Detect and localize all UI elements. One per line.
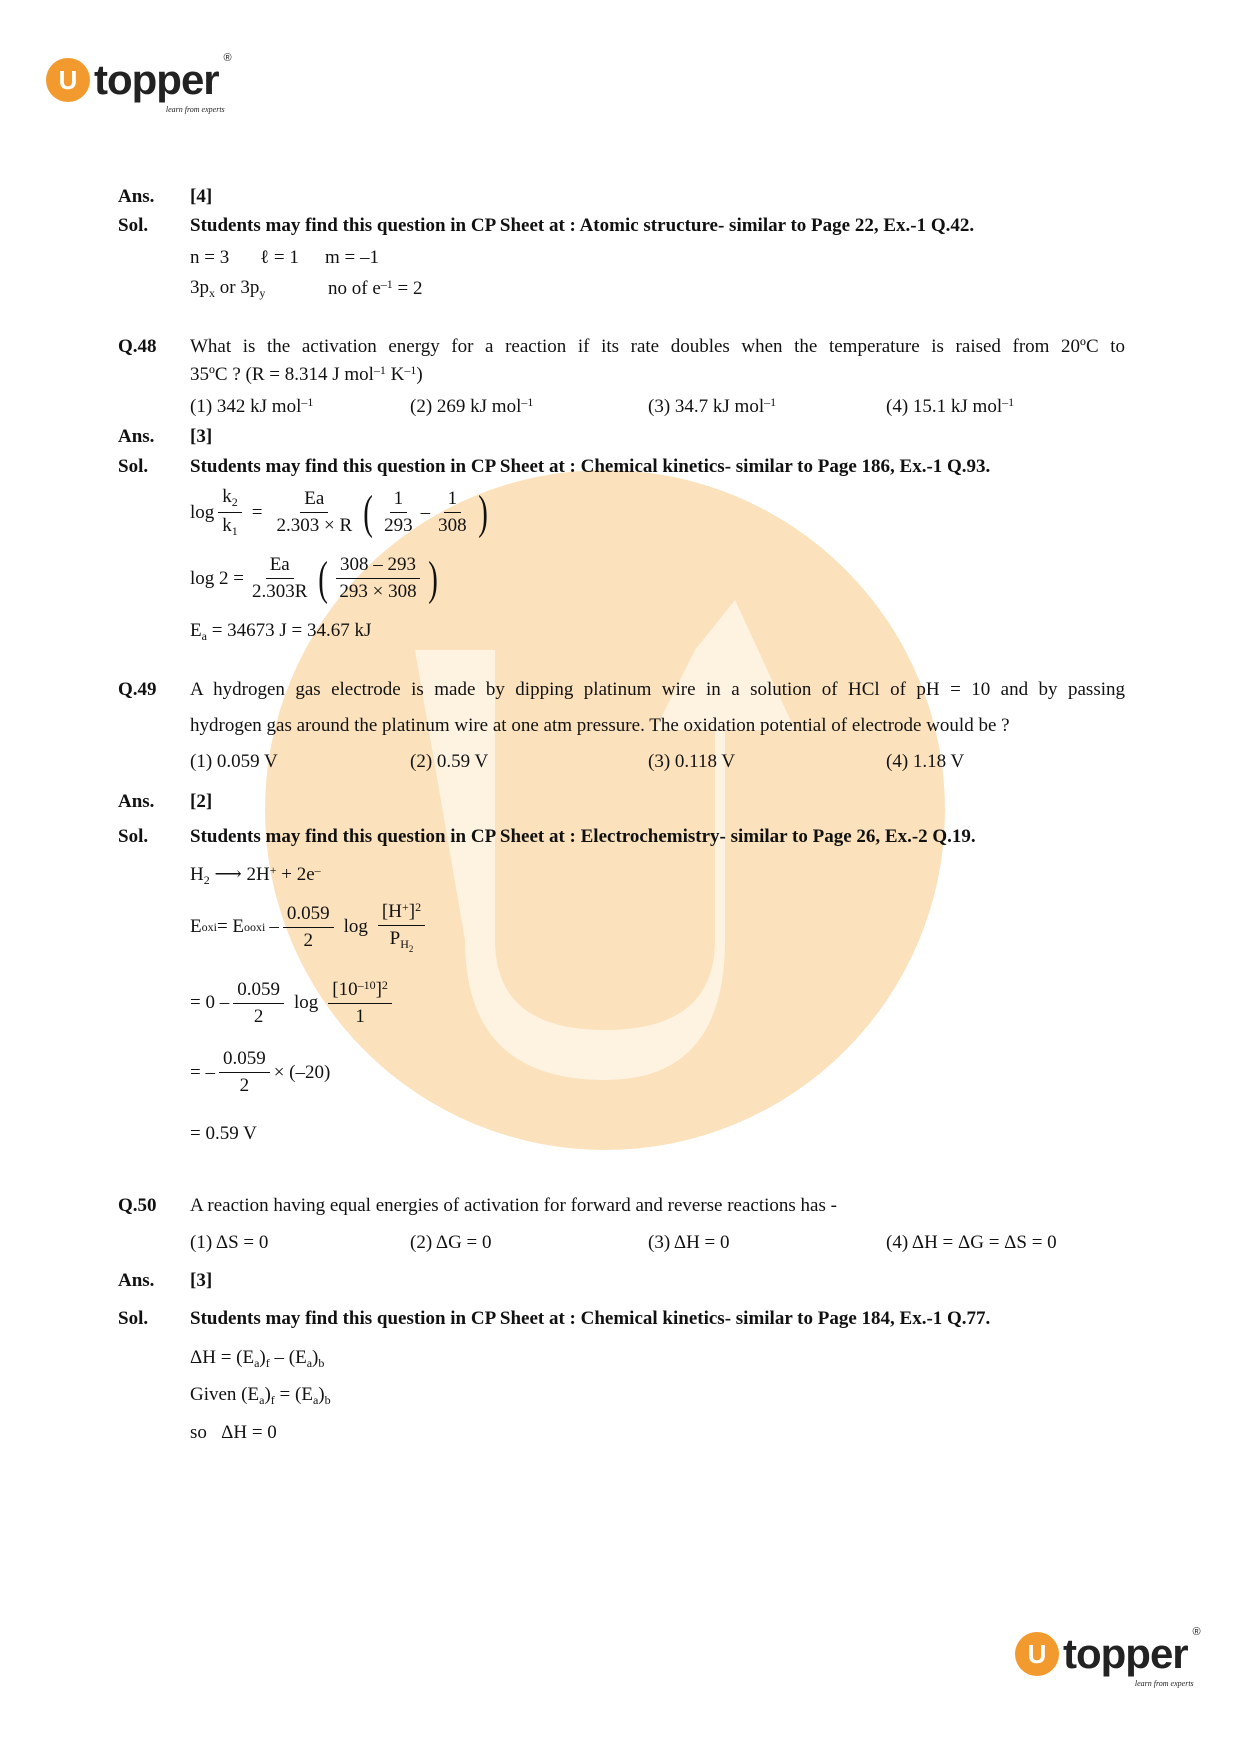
topper-logo [46, 52, 231, 114]
q49-nernst-equation: E oxi = E o oxi – $\frac{0.059}{2}$ log $\frac{[H^+]^2}{P_{H_2}}$ [190, 900, 429, 954]
q49-substitution: = 0 – $\frac{0.059}{2}$ log $\frac{[10^{-10}]^2}{1}$ [190, 978, 396, 1028]
q49-option-4: (4) 1.18 V [886, 751, 965, 772]
q49-simplification: = – $\frac{0.059}{2}$ × (–20) [190, 1048, 331, 1096]
q48-sol-label: Sol. [118, 456, 149, 477]
q49-ans: [2] [190, 791, 213, 812]
q48-text-line1: What is the activation energy for a reaction if its rate doubles when the temperature is raised from 20ºC to [190, 336, 1125, 357]
q49-text-line2: hydrogen gas around the platinum wire at one atm pressure. The oxidation potential of electrode would be ? [190, 715, 1010, 736]
q50-option-4: (4) ΔH = ΔG = ΔS = 0 [886, 1232, 1057, 1253]
logo-badge: U [1015, 1632, 1059, 1676]
q50-option-2: (2) ΔG = 0 [410, 1232, 492, 1253]
q49-ref: Students may find this question in CP Sheet at : Electrochemistry- similar to Page 26, Ex.-2 Q.19. [190, 826, 976, 847]
q47-ans: [4] [190, 186, 213, 207]
q49-ans-label: Ans. [118, 791, 155, 812]
q50-option-3: (3) ΔH = 0 [648, 1232, 730, 1253]
q47-ans-label: Ans. [118, 186, 155, 207]
q50-solution-line2: Given $(E_a)_f = (E_a)_b$ [190, 1384, 331, 1407]
topper-logo-footer [1015, 1626, 1200, 1688]
q48-option-1: (1) 342 kJ mol$^{-1}$ [190, 395, 314, 417]
q50-solution-line1: $\Delta H = (E_a)_f - (E_a)_b$ [190, 1347, 325, 1370]
q47-l: ℓ = 1 [260, 247, 299, 268]
q50-text: A reaction having equal energies of activation for forward and reverse reactions has - [190, 1195, 837, 1216]
q49-reaction: $H_2$ ⟶ 2H+ + 2e– [190, 863, 321, 887]
q50-solution-line3: so ΔH = 0 [190, 1422, 277, 1443]
q47-n: n = 3 [190, 247, 230, 268]
q50-sol-label: Sol. [118, 1308, 149, 1329]
q48-ans-label: Ans. [118, 426, 155, 447]
q49-text-line1: A hydrogen gas electrode is made by dipping platinum wire in a solution of HCl of pH = 10 and by passing [190, 679, 1125, 700]
q50-ans-label: Ans. [118, 1270, 155, 1291]
q47-electrons: no of $e^{-1} = 2$ [328, 277, 423, 299]
q48-text-line2: 35ºC ? (R = 8.314 J mol$^{-1}$ $K^{-1}$) [190, 363, 423, 385]
q47-sol-label: Sol. [118, 215, 149, 236]
q49-option-2: (2) 0.59 V [410, 751, 489, 772]
logo-wordmark: topper ® learn from experts [1063, 1626, 1200, 1688]
q49-option-3: (3) 0.118 V [648, 751, 736, 772]
q50-number: Q.50 [118, 1195, 157, 1216]
q49-option-1: (1) 0.059 V [190, 751, 278, 772]
q48-result: $E_a = 34673$ J = 34.67 kJ [190, 620, 372, 643]
q48-equation-2: log 2 = $\frac{Ea}{2.303R}$ ( $\frac{308 - 293}{293 \times 308}$ ) [190, 551, 438, 605]
q48-option-2: (2) 269 kJ mol$^{-1}$ [410, 395, 534, 417]
q48-number: Q.48 [118, 336, 157, 357]
q50-option-1: (1) ΔS = 0 [190, 1232, 269, 1253]
q48-equation-1: log $\frac{k_2}{k_1}$ = $\frac{Ea}{2.303 \times R}$ ( $\frac{1}{293}$ – $\frac{1}{308}$ ) [190, 485, 488, 539]
q49-sol-label: Sol. [118, 826, 149, 847]
q48-ref: Students may find this question in CP Sheet at : Chemical kinetics- similar to Page 186, Ex.-1 Q.93. [190, 456, 991, 477]
q47-m: m = –1 [325, 247, 379, 268]
q50-ans: [3] [190, 1270, 213, 1291]
q48-option-3: (3) 34.7 kJ mol$^{-1}$ [648, 395, 777, 417]
q50-ref: Students may find this question in CP Sheet at : Chemical kinetics- similar to Page 184, Ex.-1 Q.77. [190, 1308, 991, 1329]
q48-option-4: (4) 15.1 kJ mol$^{-1}$ [886, 395, 1015, 417]
q47-ref: Students may find this question in CP Sheet at : Atomic structure- similar to Page 22, Ex.-1 Q.42. [190, 215, 975, 236]
q49-result: = 0.59 V [190, 1123, 257, 1144]
q47-orbitals: $3p_x$ or $3p_y$ [190, 277, 266, 300]
q48-ans: [3] [190, 426, 213, 447]
logo-wordmark: topper ® learn from experts [94, 52, 231, 114]
logo-badge: U [46, 58, 90, 102]
q49-number: Q.49 [118, 679, 157, 700]
